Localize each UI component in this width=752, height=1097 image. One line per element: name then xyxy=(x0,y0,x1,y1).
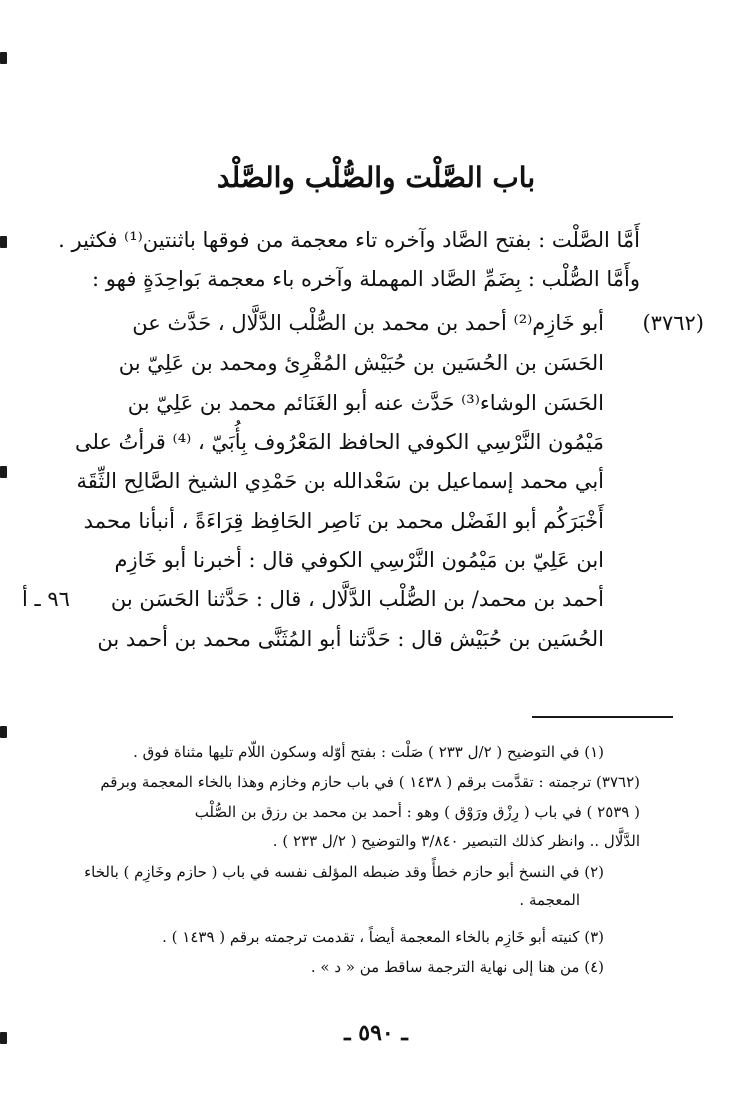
footnote-line: الدَّلَّال .. وانظر كذلك التبصير ٣/٨٤٠ والتوضيح ( ٢/ل ٢٣٣ ) . xyxy=(272,832,640,850)
footnote-line: (١) في التوضيح ( ٢/ل ٢٣٣ ) صَلْت : بفتح أوّله وسكون اللّام تليها مثناة فوق . xyxy=(133,743,604,761)
footnote-line: (٣٧٦٢) ترجمته : تقدَّمت برقم ( ١٤٣٨ ) في باب حازم وخازم وهذا بالخاء المعجمة وبرقم xyxy=(100,773,640,791)
margin-mark xyxy=(0,726,7,738)
chapter-title: باب الصَّلْت والصُّلْب والصَّلْد xyxy=(216,161,536,194)
margin-mark xyxy=(0,52,7,64)
body-line: أَمَّا الصَّلْت : بفتح الصَّاد وآخره تاء معجمة من فوقها باثنتين⁽¹⁾ فكثير . xyxy=(58,228,640,252)
manuscript-folio-mark: ٩٦ ـ أ xyxy=(22,587,70,611)
footnote-line: (٤) من هنا إلى نهاية الترجمة ساقط من « د » . xyxy=(310,958,604,976)
body-line: الحَسَن بن الحُسَين بن حُبَيْش المُقْرِئ ومحمد بن عَلِيّ بن xyxy=(118,351,604,375)
footnote-line: (٢) في النسخ أبو حازم خطأً وقد ضبطه المؤلف نفسه في باب ( حازم وخَازِم ) بالخاء xyxy=(84,863,604,881)
body-line: وأَمَّا الصُّلْب : بِضَمِّ الصَّاد المهملة وآخره باء معجمة بَواحِدَةٍ فهو : xyxy=(92,267,640,291)
margin-mark xyxy=(0,466,7,478)
body-line: ابن عَلِيّ بن مَيْمُون النَّرْسِي الكوفي قال : أخبرنا أبو خَازِم xyxy=(114,548,604,572)
body-line: مَيْمُون النَّرْسِي الكوفي الحافظ المَعْرُوف بِأُبَيّ ، ⁽⁴⁾ قرأتُ على xyxy=(74,430,604,454)
body-line: الحُسَين بن حُبَيْش قال : حَدَّثنا أبو المُثَنَّى محمد بن أحمد بن xyxy=(97,627,604,651)
footnote-separator xyxy=(532,716,673,718)
footnote-line: المعجمة . xyxy=(519,891,580,909)
footnote-line: (٣) كنيته أبو خَازِم بالخاء المعجمة أيضاً ، تقدمت ترجمته برقم ( ١٤٣٩ ) . xyxy=(162,928,604,946)
body-line: الحَسَن الوشاء⁽³⁾ حَدَّث عنه أبو الغَنَائم محمد بن عَلِيّ بن xyxy=(127,391,604,415)
body-line: أبي محمد إسماعيل بن سَعْدالله بن حَمْدِي الشيخ الصَّالِح الثِّقَة xyxy=(76,469,604,493)
footnote-line: ( ٢٥٣٩ ) في باب ( رِزْق ورَوْق ) وهو : أحمد بن محمد بن رزق بن الصُّلْب xyxy=(194,803,640,821)
body-line: أبو خَازِم⁽²⁾ أحمد بن محمد بن الصُّلْب الدَّلَّال ، حَدَّث عن xyxy=(132,311,604,335)
body-line: أَخْبَرَكُم أبو الفَضْل محمد بن نَاصِر الحَافِظ قِرَاءَةً ، أنبأنا محمد xyxy=(83,509,604,533)
margin-mark xyxy=(0,236,7,248)
body-line: أحمد بن محمد/ بن الصُّلْب الدَّلَّال ، قال : حَدَّثنا الحَسَن بن xyxy=(110,587,604,611)
entry-number: (٣٧٦٢) xyxy=(642,311,704,335)
page-number: ـ ٥٩٠ ـ xyxy=(344,1020,408,1046)
